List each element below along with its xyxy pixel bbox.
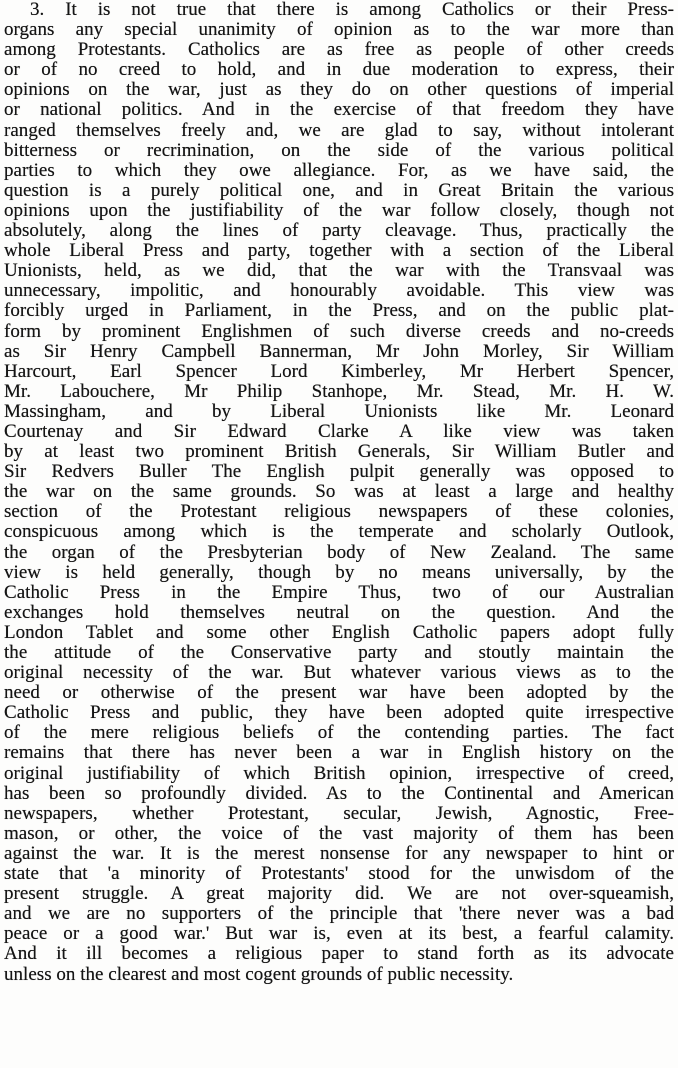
article-line: Unionists, held, as we did, that the war with the Transvaal was	[4, 260, 674, 282]
article-line: organs any special unanimity of opinion as to the war more than	[4, 19, 674, 41]
article-line: view is held generally, though by no means universally, by the	[4, 561, 674, 583]
article-line: And it ill becomes a religious paper to stand forth as its advocate	[4, 943, 674, 965]
article-line: the organ of the Presbyterian body of New Zealand. The same	[4, 541, 674, 563]
article-line: peace or a good war.' But war is, even at its best, a fearful calamity.	[4, 923, 674, 945]
article-line: 3. It is not true that there is among Catholics or their Press-	[30, 0, 674, 20]
article-line: and we are no supporters of the principle that 'there never was a bad	[4, 903, 674, 925]
article-line: present struggle. A great majority did. We are not over-squeamish,	[4, 883, 674, 905]
article-line: forcibly urged in Parliament, in the Press, and on the public plat-	[4, 300, 674, 322]
article-line: or of no creed to hold, and in due moderation to express, their	[4, 59, 674, 81]
article-line: original justifiability of which British opinion, irrespective of creed,	[4, 762, 674, 784]
article-line: original necessity of the war. But whatever various views as to the	[4, 662, 674, 684]
article-line: Catholic Press in the Empire Thus, two of our Australian	[4, 581, 674, 603]
article-line: absolutely, along the lines of party cleavage. Thus, practically the	[4, 220, 674, 242]
article-line: or national politics. And in the exercise of that freedom they have	[4, 99, 674, 121]
article-line: form by prominent Englishmen of such diverse creeds and no-creeds	[4, 320, 674, 342]
article-line: the war on the same grounds. So was at least a large and healthy	[4, 481, 674, 503]
article-line: Catholic Press and public, they have been adopted quite irrespective	[4, 702, 674, 724]
article-line: Mr. Labouchere, Mr Philip Stanhope, Mr. Stead, Mr. H. W.	[4, 380, 674, 402]
article-line: section of the Protestant religious newspapers of these colonies,	[4, 501, 674, 523]
article-line: ranged themselves freely and, we are glad to say, without intolerant	[4, 119, 674, 141]
article-line: by at least two prominent British Generals, Sir William Butler and	[4, 441, 674, 463]
article-line: conspicuous among which is the temperate and scholarly Outlook,	[4, 521, 674, 543]
article-line: newspapers, whether Protestant, secular, Jewish, Agnostic, Free-	[4, 802, 674, 824]
article-line: question is a purely political one, and in Great Britain the various	[4, 179, 674, 201]
article-line: the attitude of the Conservative party and stoutly maintain the	[4, 642, 674, 663]
article-line: unless on the clearest and most cogent grounds of public necessity.	[4, 963, 514, 985]
article-line: need or otherwise of the present war have been adopted by the	[4, 682, 674, 704]
article-line: has been so profoundly divided. As to the Continental and American	[4, 782, 674, 804]
article-line: whole Liberal Press and party, together with a section of the Liberal	[4, 240, 674, 262]
article-line: bitterness or recrimination, on the side of the various political	[4, 139, 674, 161]
article-column	[4, 0, 674, 985]
article-line: as Sir Henry Campbell Bannerman, Mr John Morley, Sir William	[4, 340, 674, 362]
article-line: remains that there has never been a war in English history on the	[4, 742, 674, 764]
article-line: opinions upon the justifiability of the war follow closely, though not	[4, 199, 674, 221]
article-line: state that 'a minority of Protestants' stood for the unwisdom of the	[4, 863, 674, 885]
article-line: Courtenay and Sir Edward Clarke A like view was taken	[4, 420, 674, 442]
article-line: among Protestants. Catholics are as free as people of other creeds	[4, 39, 674, 61]
article-line: London Tablet and some other English Catholic papers adopt fully	[4, 621, 674, 643]
article-line: exchanges hold themselves neutral on the question. And the	[4, 601, 674, 623]
article-line: unnecessary, impolitic, and honourably avoidable. This view was	[4, 280, 674, 302]
article-line: Sir Redvers Buller The English pulpit generally was opposed to	[4, 461, 674, 483]
article-line: parties to which they owe allegiance. For, as we have said, the	[4, 159, 674, 181]
article-line: mason, or other, the voice of the vast majority of them has been	[4, 822, 674, 844]
article-line: Massingham, and by Liberal Unionists like Mr. Leonard	[4, 400, 674, 422]
article-line: Harcourt, Earl Spencer Lord Kimberley, Mr Herbert Spencer,	[4, 360, 674, 382]
article-line: against the war. It is the merest nonsense for any newspaper to hint or	[4, 842, 674, 864]
article-line: of the mere religious beliefs of the contending parties. The fact	[4, 722, 674, 744]
article-line: opinions on the war, just as they do on other questions of imperial	[4, 79, 674, 101]
